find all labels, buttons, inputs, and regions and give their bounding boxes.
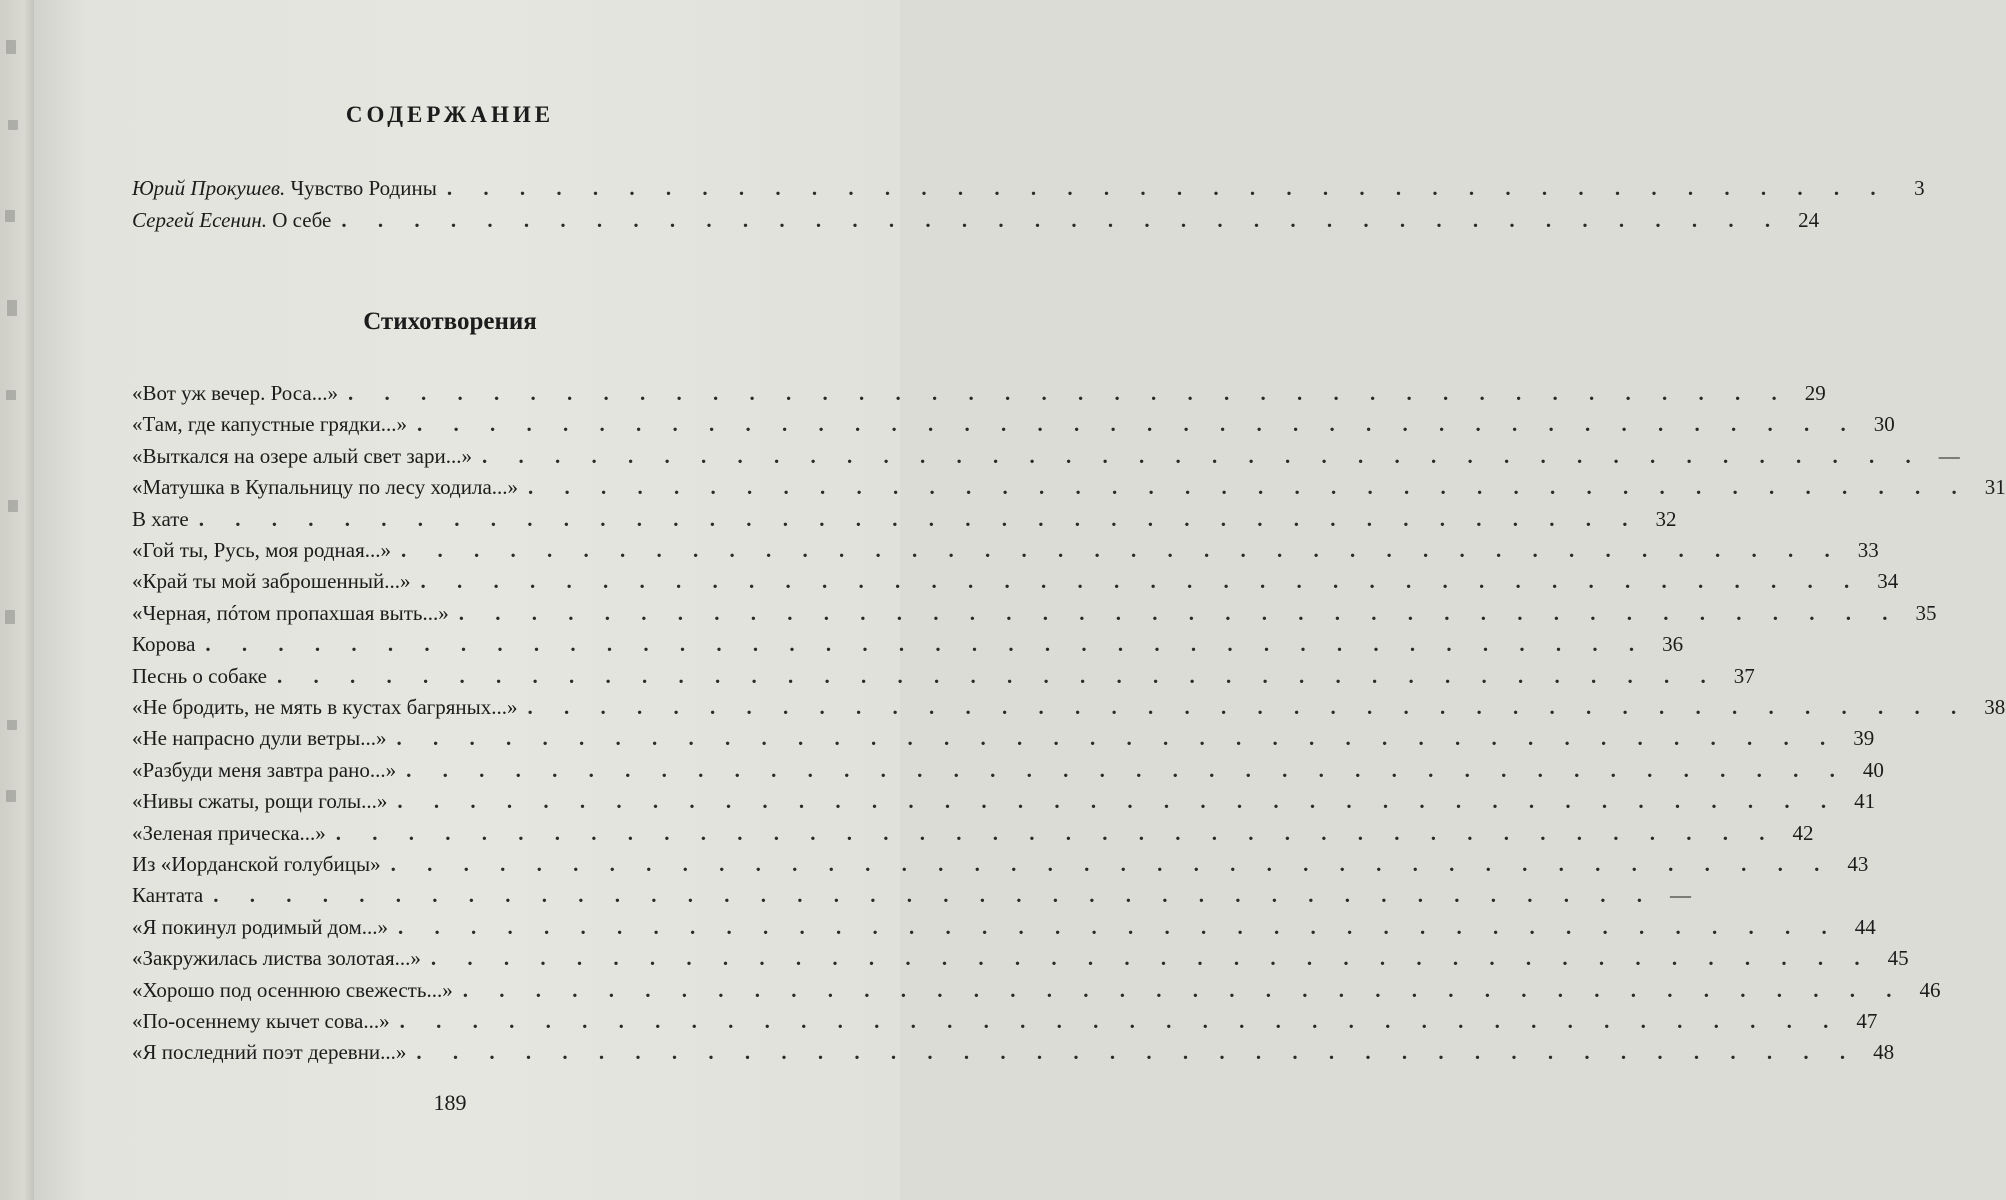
dot-leader: . . . . . . . . . . . . . . . . . . . . . . . . . . . . . . . . . . . . . . . . xyxy=(213,883,1656,908)
dot-leader: . . . . . . . . . . . . . . . . . . . . . . . . . . . . . . . . . . . . . . . . xyxy=(416,1040,1859,1065)
entry-title: Корова xyxy=(132,632,196,657)
facing-page-edge xyxy=(0,0,34,1200)
entry-author: Сергей Есенин. xyxy=(132,208,268,232)
toc-entry xyxy=(132,914,1876,947)
entry-page-number: 31 xyxy=(1984,475,2006,500)
entry-title: «Закружилась листва золотая...» xyxy=(132,946,421,971)
dot-leader: . . . . . . . . . . . . . . . . . . . . . . . . . . . . . . . . . . . . . . . . xyxy=(276,663,1719,688)
entry-page-number: — xyxy=(1938,443,1960,468)
toc-entry xyxy=(132,946,1909,978)
entry-title: «Матушка в Купальницу по лесу ходила...» xyxy=(132,475,519,500)
entry-page-number: 40 xyxy=(1862,757,1884,782)
entry-title: «Хорошо под осеннюю свежесть...» xyxy=(132,977,453,1002)
entry-page-number: 42 xyxy=(1792,820,1814,845)
entry-author: Юрий Прокушев. xyxy=(132,176,286,200)
entry-author-title xyxy=(132,176,437,201)
dot-leader: . . . . . . . . . . . . . . . . . . . . . . . . . . . . . . . . . . . . . . . . xyxy=(205,632,1648,657)
dot-leader: . . . . . . . . . . . . . . . . . . . . . . . . . . . . . . . . . . . . . . . . xyxy=(399,1009,1842,1033)
toc-entry xyxy=(132,176,1925,208)
entry-page-number: 33 xyxy=(1857,538,1879,562)
entry-page-number: 24 xyxy=(1798,208,1820,232)
entry-page-number: 41 xyxy=(1854,789,1876,814)
dot-leader: . . . . . . . . . . . . . . . . . . . . . . . . . . . . . . . . . . . . . . . . xyxy=(528,475,1970,500)
entry-page-number: 44 xyxy=(1854,914,1876,939)
dot-leader: . . . . . . . . . . . . . . . . . . . . . . . . . . . . . . . . . . . . . . . . xyxy=(401,538,1843,562)
entry-page-number: 29 xyxy=(1804,381,1826,405)
toc-entry xyxy=(132,443,1960,476)
entry-page-number: 38 xyxy=(1984,695,2006,719)
entry-page-number: 46 xyxy=(1919,977,1941,1002)
entry-title: «Там, где капустные грядки...» xyxy=(132,412,407,437)
entry-title: Песнь о собаке xyxy=(132,663,267,688)
dot-leader: . . . . . . . . . . . . . . . . . . . . . . . . . . . . . . . . . . . . . . . . xyxy=(341,208,1784,232)
entry-title: Кантата xyxy=(132,883,204,908)
toc-entry xyxy=(132,726,1875,758)
entry-page-number: — xyxy=(1670,883,1692,908)
entry-title: «Не бродить, не мять в кустах багряных...» xyxy=(132,695,518,719)
toc-entry xyxy=(132,1040,1895,1072)
entry-title: О себе xyxy=(272,208,332,232)
entry-title: «Край ты мой заброшенный...» xyxy=(132,569,411,594)
entry-title: «Черная, пóтом пропахшая выть...» xyxy=(132,600,449,625)
toc-entry xyxy=(132,789,1876,821)
toc-entry xyxy=(132,852,1869,884)
dot-leader: . . . . . . . . . . . . . . . . . . . . . . . . . . . . . . . . . . . . . . . . xyxy=(527,695,1970,719)
toc-entry xyxy=(132,1009,1878,1041)
toc-entry xyxy=(132,208,1820,240)
dot-leader: . . . . . . . . . . . . . . . . . . . . . . . . . . . . . . . . . . . . . . . . xyxy=(335,820,1778,845)
dot-leader: . . . . . . . . . . . . . . . . . . . . . . . . . . . . . . . . . . . . . . . . xyxy=(347,381,1790,405)
entry-title: «Я последний поэт деревни...» xyxy=(132,1040,407,1065)
entry-title: «Гой ты, Русь, моя родная...» xyxy=(132,538,391,562)
entry-page-number: 32 xyxy=(1655,506,1677,531)
entry-title: «Не напрасно дули ветры...» xyxy=(132,726,387,751)
dot-leader: . . . . . . . . . . . . . . . . . . . . . . . . . . . . . . . . . . . . . . . . xyxy=(398,914,1840,939)
page-heading: СОДЕРЖАНИЕ xyxy=(345,102,555,127)
entry-title: «Выткался на озере алый свет зари...» xyxy=(132,443,472,468)
toc-entry xyxy=(132,663,1755,696)
entry-page-number: 43 xyxy=(1847,852,1869,876)
dot-leader: . . . . . . . . . . . . . . . . . . . . . . . . . . . . . . . . . . . . . . . . xyxy=(458,600,1901,625)
toc-entry xyxy=(132,757,1884,790)
toc-entry xyxy=(132,569,1899,601)
entry-page-number: 35 xyxy=(1915,600,1937,625)
entry-page-number: 45 xyxy=(1887,946,1909,971)
toc-entry xyxy=(132,820,1814,853)
entry-author-title xyxy=(132,208,331,233)
dot-leader: . . . . . . . . . . . . . . . . . . . . . . . . . . . . . . . . . . . . . . . . xyxy=(406,757,1848,782)
entry-title: Из «Иорданской голубицы» xyxy=(132,852,381,876)
toc-entry xyxy=(132,475,2006,507)
dot-leader: . . . . . . . . . . . . . . . . . . . . . . . . . . . . . . . . . . . . . . . . xyxy=(397,789,1840,814)
entry-title: «Вот уж вечер. Роса...» xyxy=(132,381,338,405)
entry-page-number: 3 xyxy=(1914,176,1925,200)
entry-page-number: 39 xyxy=(1853,726,1875,751)
dot-leader: . . . . . . . . . . . . . . . . . . . . . . . . . . . . . . . . . . . . . . . . xyxy=(446,176,1889,200)
dot-leader: . . . . . . . . . . . . . . . . . . . . . . . . . . . . . . . . . . . . . . . . xyxy=(420,569,1863,594)
entry-page-number: 30 xyxy=(1873,412,1895,437)
entry-page-number: 36 xyxy=(1662,632,1684,657)
entry-title: «Зеленая прическа...» xyxy=(132,820,326,845)
dot-leader: . . . . . . . . . . . . . . . . . . . . . . . . . . . . . . . . . . . . . . . . xyxy=(462,977,1905,1002)
toc-entry xyxy=(132,632,1684,664)
entry-title: В хате xyxy=(132,506,189,531)
entry-title: Чувство Родины xyxy=(290,176,437,200)
toc-entry xyxy=(132,412,1895,444)
entry-title: «Я покинул родимый дом...» xyxy=(132,914,389,939)
dot-leader: . . . . . . . . . . . . . . . . . . . . . . . . . . . . . . . . . . . . . . . . xyxy=(416,412,1859,437)
toc-entry xyxy=(132,506,1677,539)
toc-entry xyxy=(132,695,2006,727)
entry-title: «Нивы сжаты, рощи голы...» xyxy=(132,789,388,814)
toc-entry xyxy=(132,600,1937,633)
entry-page-number: 34 xyxy=(1877,569,1899,594)
toc-entry xyxy=(132,538,1879,570)
entry-title: «По-осеннему кычет сова...» xyxy=(132,1009,390,1033)
page-number: 189 xyxy=(433,1090,467,1115)
dot-leader: . . . . . . . . . . . . . . . . . . . . . . . . . . . . . . . . . . . . . . . . xyxy=(396,726,1839,751)
entry-page-number: 47 xyxy=(1856,1009,1878,1033)
toc-entry xyxy=(132,977,1941,1010)
dot-leader: . . . . . . . . . . . . . . . . . . . . . . . . . . . . . . . . . . . . . . . . xyxy=(390,852,1833,876)
section-title: Стихотворения xyxy=(363,308,537,335)
entry-page-number: 48 xyxy=(1873,1040,1895,1065)
entry-page-number: 37 xyxy=(1733,663,1755,688)
entry-title: «Разбуди меня завтра рано...» xyxy=(132,757,397,782)
toc-entry xyxy=(132,381,1826,413)
dot-leader: . . . . . . . . . . . . . . . . . . . . . . . . . . . . . . . . . . . . . . . . xyxy=(481,443,1924,468)
toc-entry xyxy=(132,883,1692,915)
dot-leader: . . . . . . . . . . . . . . . . . . . . . . . . . . . . . . . . . . . . . . . . xyxy=(430,946,1873,971)
dot-leader: . . . . . . . . . . . . . . . . . . . . . . . . . . . . . . . . . . . . . . . . xyxy=(198,506,1641,531)
